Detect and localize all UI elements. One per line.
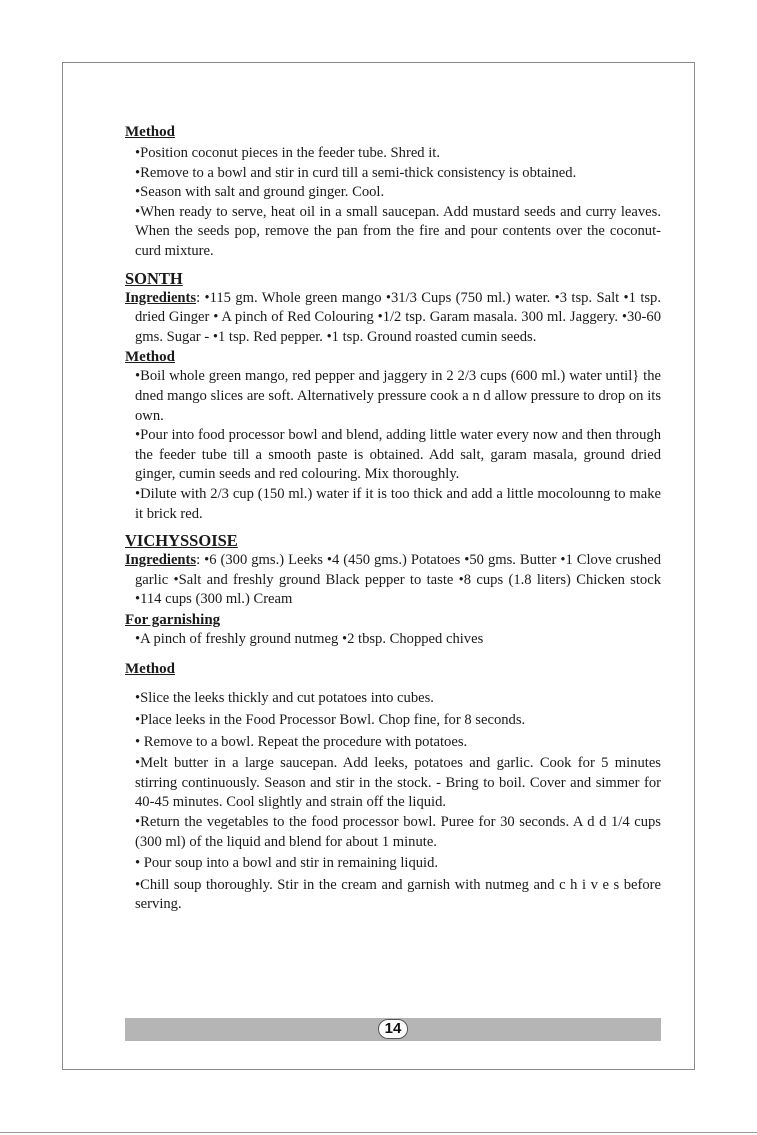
vichyssoise-ingredients xyxy=(125,551,661,610)
vichyssoise-step-4: •Melt butter in a large saucepan. Add leeks, potatoes and garlic. Cook for 5 minutes stirring continuously. Season and stir in the stock. - Bring to boil. Cover and simmer for 40-45 minutes. Cool slightly and strain off the liquid. xyxy=(135,755,661,811)
vichyssoise-ingredients-text: : •6 (300 gms.) Leeks •4 (450 gms.) Potatoes •50 gms. Butter •1 Clove crushed garlic •Salt and freshly ground Black pepper to taste •8 cups (1.8 liters) Chicken stock •114 cups (300 ml.) Cream xyxy=(135,552,661,608)
vichyssoise-step-6: • Pour soup into a bowl and stir in remaining liquid. xyxy=(135,855,439,872)
bottom-divider xyxy=(0,1132,757,1133)
chutney-method-heading: Method xyxy=(125,124,175,140)
vichyssoise-method-heading: Method xyxy=(125,661,175,678)
vichyssoise-step-3: • Remove to a bowl. Repeat the procedure with potatoes. xyxy=(135,733,468,750)
page-number: 14 xyxy=(378,1019,408,1039)
vichyssoise-step-7: •Chill soup thoroughly. Stir in the cream and garnish with nutmeg and c h i v e s before serving. xyxy=(135,876,661,913)
vichyssoise-garnish-text: •A pinch of freshly ground nutmeg •2 tbsp. Chopped chives xyxy=(135,630,484,647)
vichyssoise-title: VICHYSSOISE xyxy=(125,531,238,551)
vichyssoise-garnish-heading: For garnishing xyxy=(125,611,221,628)
sonth-step-3: •Dilute with 2/3 cup (150 ml.) water if it is too thick and add a little mocolounng to make it brick red. xyxy=(135,485,661,522)
chutney-step-3: •Season with salt and ground ginger. Cool. xyxy=(135,184,385,201)
vichyssoise-step-1: •Slice the leeks thickly and cut potatoes into cubes. xyxy=(135,690,434,707)
sonth-ingredients-label: Ingredients xyxy=(125,289,197,306)
sonth-step-1: •Boil whole green mango, red pepper and jaggery in 2 2/3 cups (600 ml.) water until} the dned mango slices are soft. Alternatively pressure cook a n d allow pressure to drop on its own. xyxy=(135,368,661,424)
chutney-step-4: •When ready to serve, heat oil in a small saucepan. Add mustard seeds and curry leaves. When the seeds pop, remove the pan from the fire and pour contents over the coconut-curd mixture. xyxy=(135,203,661,259)
footer-bar xyxy=(125,1018,661,1041)
page-content xyxy=(125,122,661,915)
vichyssoise-step-2: •Place leeks in the Food Processor Bowl. Chop fine, for 8 seconds. xyxy=(135,712,526,729)
vichyssoise-step-5: •Return the vegetables to the food processor bowl. Puree for 30 seconds. A d d 1/4 cups (300 ml) of the liquid and blend for about 1 minute. xyxy=(135,814,661,850)
sonth-ingredients xyxy=(125,289,661,348)
chutney-step-2: •Remove to a bowl and stir in curd till a semi-thick consistency is obtained. xyxy=(135,164,577,181)
chutney-step-1: •Position coconut pieces in the feeder tube. Shred it. xyxy=(135,145,441,161)
vichyssoise-ingredients-label: Ingredients xyxy=(125,552,197,569)
sonth-step-2: •Pour into food processor bowl and blend, adding little water every now and then through the feeder tube till a smooth paste is obtained. Add salt, garam masala, ground dried ginger, cumin seeds and red colouring. Mix thoroughly. xyxy=(135,427,661,483)
sonth-ingredients-text: : •115 gm. Whole green mango •31/3 Cups (750 ml.) water. •3 tsp. Salt •1 tsp. dried Ginger • A pinch of Red Colouring •1/2 tsp. Garam masala. 300 ml. Jaggery. •30-60 gms. Sugar - •1 tsp. Red pepper. •1 tsp. Ground roasted cumin seeds. xyxy=(135,289,661,345)
sonth-method-heading: Method xyxy=(125,349,175,366)
sonth-title: SONTH xyxy=(125,268,183,288)
